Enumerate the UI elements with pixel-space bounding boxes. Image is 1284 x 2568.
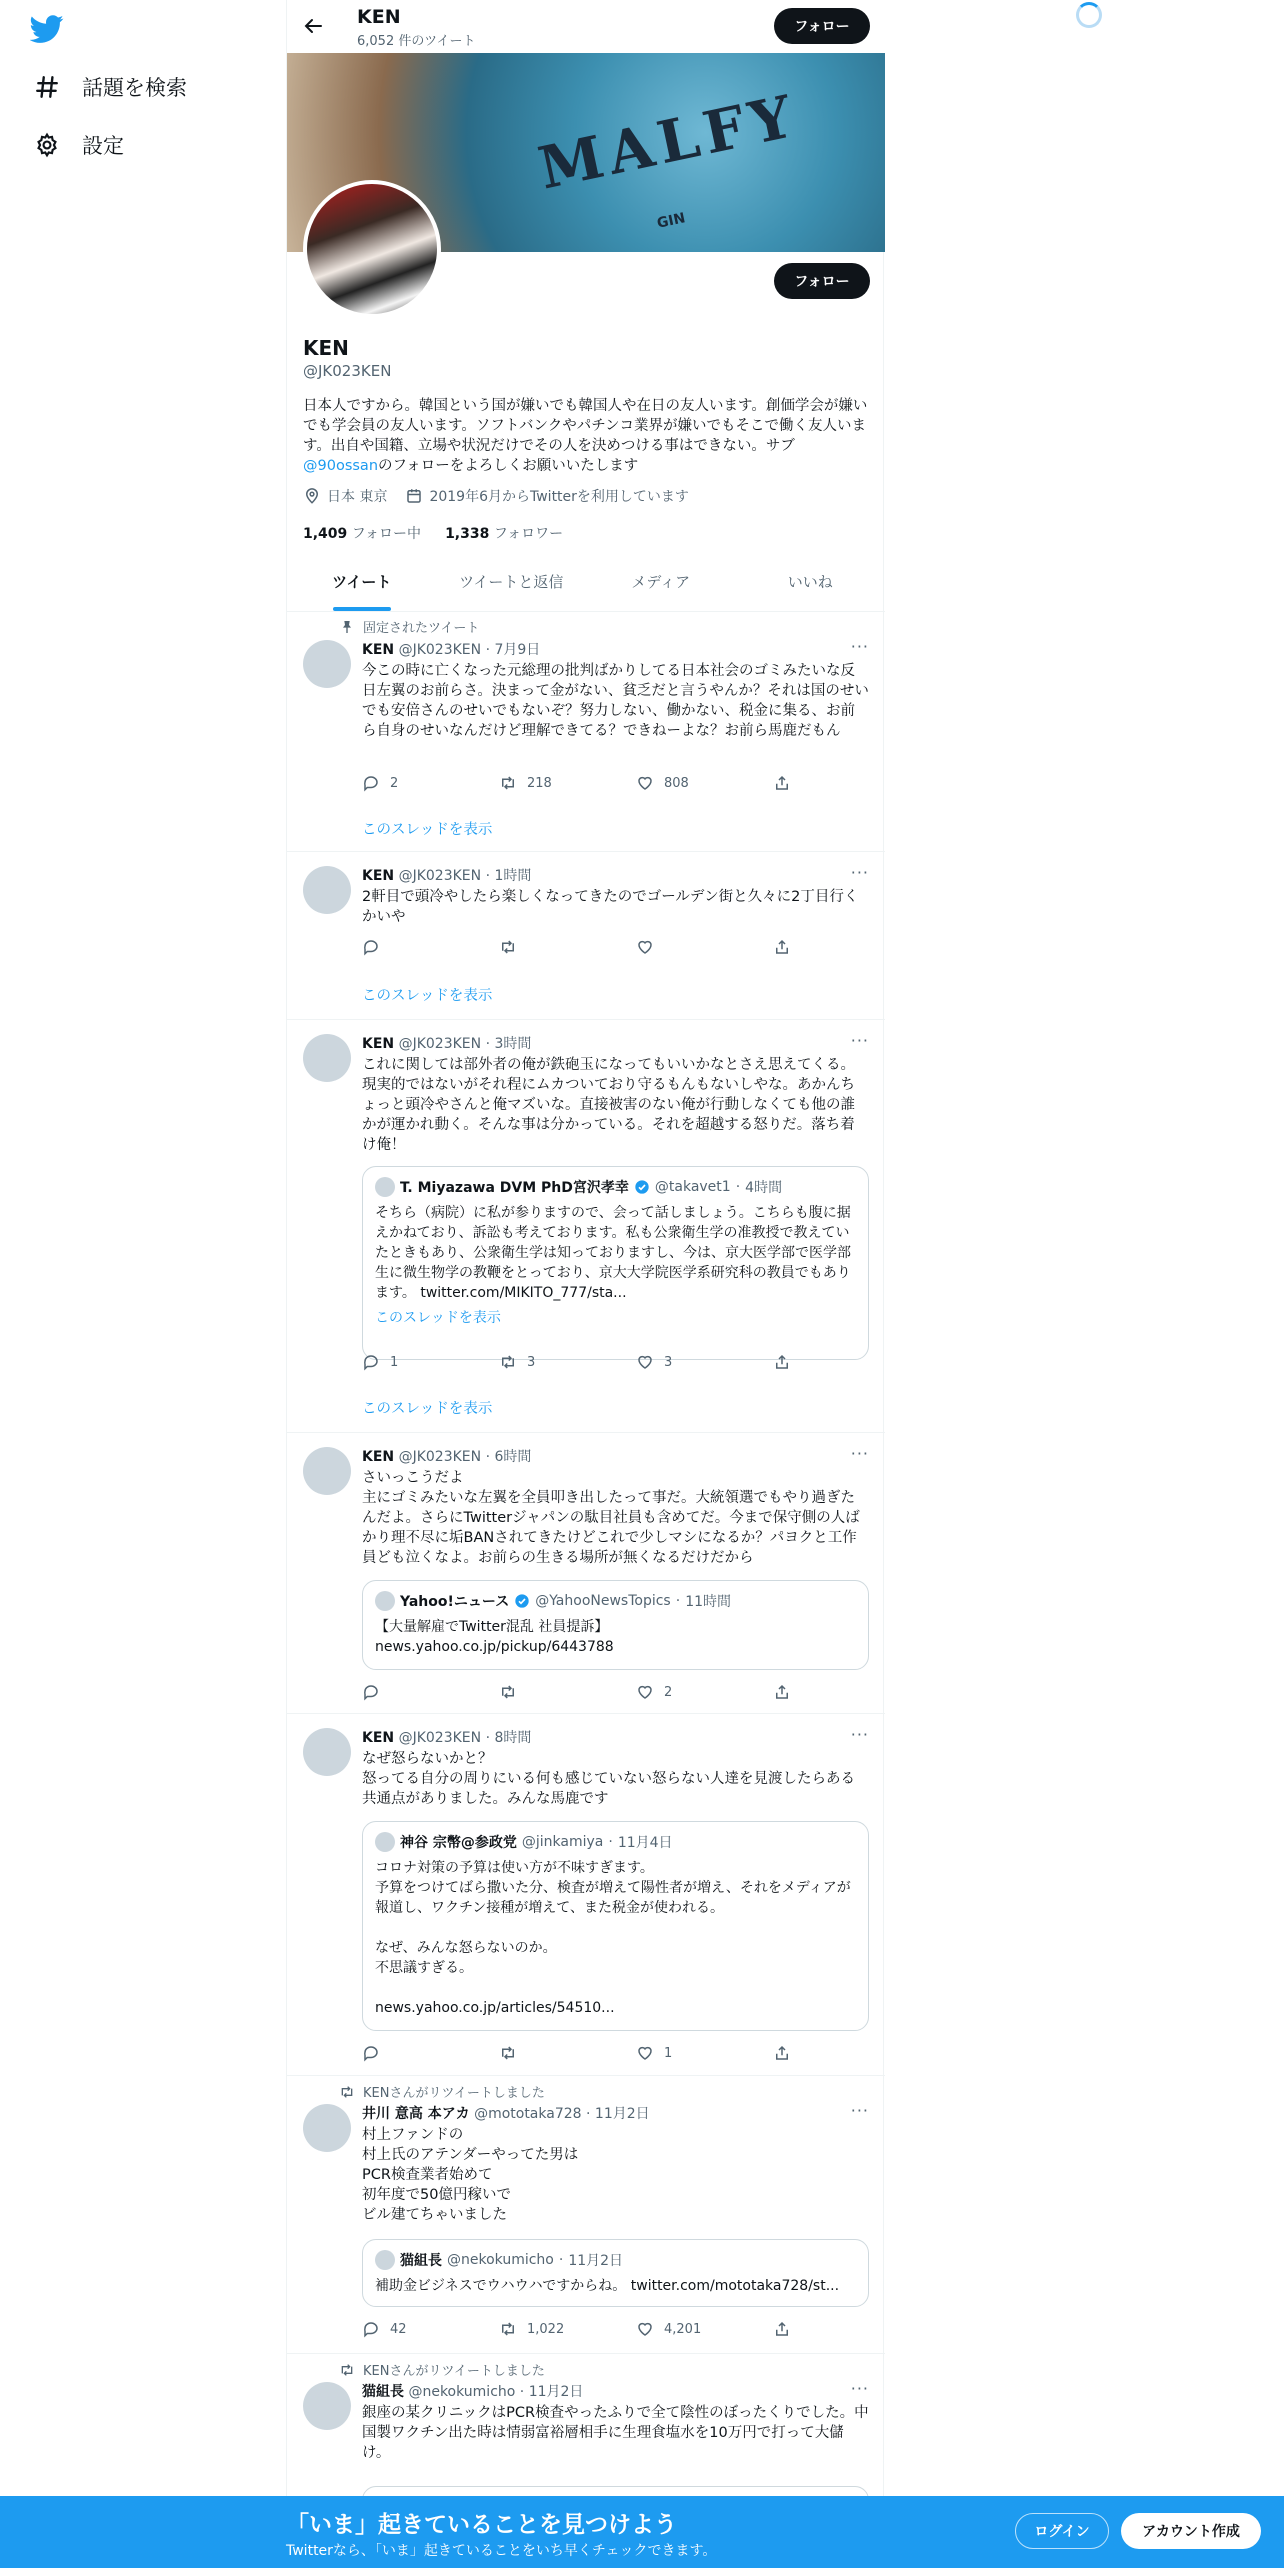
tweet-avatar[interactable] [303, 1447, 351, 1495]
like-icon [636, 2320, 654, 2338]
tweet-header: 猫組長 @nekokumicho · 11月2日 [362, 2384, 584, 2400]
quote-header: 猫組長 @nekokumicho · 11月2日 [375, 2250, 623, 2270]
verified-icon [634, 1179, 650, 1195]
following-link[interactable]: 1,409 フォロー中 [303, 526, 422, 542]
retweet-button[interactable] [499, 1683, 636, 1701]
nav-settings-label: 設定 [82, 134, 124, 158]
tweet-avatar[interactable] [303, 2382, 351, 2430]
reply-button[interactable] [362, 938, 499, 956]
tab-likes[interactable]: いいね [787, 573, 833, 591]
more-icon[interactable]: ··· [850, 1444, 869, 1463]
quote-avatar [375, 1591, 395, 1611]
reply-button[interactable] [362, 2044, 499, 2062]
quote-header: T. Miyazawa DVM PhD宮沢孝幸 @takavet1 · 4時間 [375, 1177, 782, 1197]
retweet-button[interactable] [499, 938, 636, 956]
tweet-actions [362, 938, 792, 956]
header-name: KEN [357, 6, 401, 28]
reply-icon [362, 1683, 380, 1701]
quote-avatar [375, 1832, 395, 1852]
quote-tweet[interactable] [362, 1580, 869, 1670]
more-icon[interactable]: ··· [850, 1031, 869, 1050]
tweet-avatar[interactable] [303, 866, 351, 914]
tweet-text: さいっこうだよ 主にゴミみたいな左翼を全員叩き出したって事だ。大統領選でもやり過ぎたんだよ。さらにTwitterジャパンの駄目社員も含めてだ。今まで保守側の人ばかり理不尽に垢BANされてきたけどこれで少しマシになるか？パヨクと工作員ども泣くなよ。お前らの生きる場所が無くなるだけだから [362, 1470, 860, 1566]
banner-sub-text: GIN [655, 210, 687, 232]
tweet-text: 2軒目で頭冷やしたら楽しくなってきたのでゴールデン街と久々に2丁目行くかいや [362, 889, 859, 925]
quote-text: コロナ対策の予算は使い方が不味すぎます。 予算をつけてばら撒いた分、検査が増えて陽性者が増え、それをメディアが報道し、ワクチン接種が増えて、また税金が使われる。 なぜ、みんな怒らないのか。 不思議すぎる。 news.yahoo.co.jp/articles/54510... [375, 1860, 851, 2016]
reply-button[interactable] [362, 1683, 499, 1701]
tweet-avatar[interactable] [303, 2104, 351, 2152]
tweet-text: 村上ファンドの 村上氏のアテンダーやってた男は PCR検査業者始めて 初年度で50億円稼いで ビル建てちゃいました [362, 2127, 579, 2223]
share-icon [773, 1683, 791, 1701]
retweet-button[interactable]: 218 [499, 774, 636, 792]
tweet-item[interactable] [287, 1714, 885, 2076]
tweet-actions [362, 1683, 792, 1701]
tab-media[interactable]: メディア [631, 573, 691, 591]
share-icon [773, 938, 791, 956]
profile-follow-button[interactable]: フォロー [774, 263, 870, 299]
reply-icon [362, 2044, 380, 2062]
banner-brand-text: MALFY [532, 81, 804, 203]
like-icon [636, 774, 654, 792]
share-button[interactable] [773, 1353, 791, 1371]
more-icon[interactable]: ··· [850, 2379, 869, 2398]
retweet-icon [499, 774, 517, 792]
reply-button[interactable]: 2 [362, 774, 499, 792]
share-button[interactable] [773, 1683, 791, 1701]
share-icon [773, 2044, 791, 2062]
profile-joined: 2019年6月からTwitterを利用しています [429, 489, 689, 505]
tweet-text: 銀座の某クリニックはPCR検査やったふりで全て陰性のぼったくりでした。中国製ワクチン出た時は情弱富裕層相手に生理食塩水を10万円で打って大儲け。 [362, 2405, 869, 2461]
nav-explore[interactable] [34, 72, 187, 102]
tweet-avatar[interactable] [303, 640, 351, 688]
login-button[interactable]: ログイン [1015, 2513, 1109, 2549]
tweet-header: KEN @JK023KEN · 3時間 [362, 1036, 532, 1052]
tweet-actions [362, 774, 792, 792]
tweet-header: KEN @JK023KEN · 6時間 [362, 1449, 532, 1465]
more-icon[interactable]: ··· [850, 1725, 869, 1744]
header-tweet-count: 6,052 件のツイート [357, 34, 476, 49]
header-follow-button[interactable]: フォロー [774, 8, 870, 44]
retweeted-label: KENさんがリツイートしました [339, 2082, 545, 2101]
profile-name: KEN [303, 336, 349, 360]
tweet-item[interactable] [287, 852, 885, 1020]
signup-button[interactable]: アカウント作成 [1121, 2513, 1261, 2549]
share-button[interactable] [773, 2320, 791, 2338]
like-button[interactable]: 808 [636, 774, 773, 792]
quote-text: そちら（病院）に私が参りますので、会って話しましょう。こちらも腹に据えかねており、訴訟も考えております。私も公衆衛生学の准教授で教えていたときもあり、公衆衛生学は知っておりますし、今は、京大医学部で医学部生に微生物学の教鞭をとっており、京大大学院医学系研究科の教員でもあります。 twitter.com/MIKITO_777/sta... [375, 1205, 851, 1301]
profile-tabs [287, 556, 885, 612]
tweet-actions [362, 1353, 792, 1371]
more-icon[interactable]: ··· [850, 2101, 869, 2120]
quote-header: Yahoo!ニュース @YahooNewsTopics · 11時間 [375, 1591, 731, 1611]
tweet-item[interactable] [287, 1020, 885, 1433]
like-button[interactable]: 2 [636, 1683, 773, 1701]
signup-banner-title: 「いま」起きていることを見つけよう [286, 2512, 677, 2538]
nav-settings[interactable] [34, 130, 124, 160]
tweet-header: 井川 意高 本アカ @mototaka728 · 11月2日 [362, 2106, 650, 2122]
share-icon [773, 774, 791, 792]
quote-avatar [375, 1177, 395, 1197]
signup-banner [0, 2496, 1284, 2568]
like-icon [636, 1353, 654, 1371]
show-thread-link[interactable]: このスレッドを表示 [362, 988, 493, 1004]
retweet-icon [339, 2084, 355, 2100]
retweet-icon [499, 1683, 517, 1701]
tab-tweets-and-replies[interactable]: ツイートと返信 [459, 573, 564, 591]
share-button[interactable] [773, 938, 791, 956]
retweeted-label: KENさんがリツイートしました [339, 2360, 545, 2379]
like-button[interactable]: 3 [636, 1353, 773, 1371]
location-icon [303, 487, 321, 505]
reply-icon [362, 774, 380, 792]
retweet-icon [499, 1353, 517, 1371]
reply-icon [362, 2320, 380, 2338]
profile-meta [303, 486, 689, 506]
bio-text: 日本人ですから。韓国という国が嫌いでも韓国人や在日の友人います。創価学会が嫌いでも学会員の友人います。ソフトバンクやパチンコ業界が嫌いでもそこで働く友人います。出自や国籍、立場や状況だけでその人を決めつける事はできない。サブ [303, 398, 868, 454]
retweet-icon [499, 2044, 517, 2062]
like-icon [636, 1683, 654, 1701]
retweet-icon [499, 2320, 517, 2338]
tweet-actions [362, 2044, 792, 2062]
quote-avatar [375, 2250, 395, 2270]
bio-text-end: のフォローをよろしくお願いいたします [378, 458, 639, 474]
loading-spinner-icon [1076, 2, 1102, 28]
tweet-item[interactable] [287, 612, 885, 852]
share-icon [773, 2320, 791, 2338]
share-button[interactable] [773, 2044, 791, 2062]
retweet-icon [339, 2362, 355, 2378]
like-button[interactable]: 4,201 [636, 2320, 773, 2338]
quote-header: 神谷 宗幣@参政党 @jinkamiya · 11月4日 [375, 1832, 673, 1852]
show-thread-link[interactable]: このスレッドを表示 [362, 1401, 493, 1417]
like-icon [636, 2044, 654, 2062]
retweet-button[interactable] [499, 2044, 636, 2062]
more-icon[interactable]: ··· [850, 637, 869, 656]
tweet-text: 今この時に亡くなった元総理の批判ばかりしてる日本社会のゴミみたいな反日左翼のお前らさ。決まって金がない、貧乏だと言うやんか？それは国のせいでも安倍さんのせいでもないぞ？努力しない、働かない、税金に集る、お前ら自身のせいなんだけど理解できてる？できねーよな？お前ら馬鹿だもん [362, 663, 869, 739]
share-icon [773, 1353, 791, 1371]
profile-handle: @JK023KEN [303, 362, 392, 380]
tweet-avatar[interactable] [303, 1728, 351, 1776]
hashtag-icon [34, 74, 60, 100]
quote-show-thread-link[interactable]: このスレッドを表示 [375, 1310, 501, 1326]
share-button[interactable] [773, 774, 791, 792]
tweet-text: これに関しては部外者の俺が鉄砲玉になってもいいかなとさえ思えてくる。現実的ではないがそれ程にムカついており守るもんもないしやな。あかんちょっと頭冷やさんと俺マズいな。直接被害のない俺が行動しなくても他の誰かが運かれ動く。そんな事は分かっている。それを超越する怒りだ。落ち着け俺！ [362, 1057, 855, 1153]
reply-button[interactable]: 42 [362, 2320, 499, 2338]
quote-text: 【大量解雇でTwitter混乱 社員提訴】 news.yahoo.co.jp/pickup/6443788 [375, 1619, 614, 1655]
profile-column [286, 0, 884, 2568]
tweet-header: KEN @JK023KEN · 1時間 [362, 868, 532, 884]
like-icon [636, 938, 654, 956]
calendar-icon [405, 487, 423, 505]
retweet-button[interactable]: 1,022 [499, 2320, 636, 2338]
profile-avatar[interactable] [303, 180, 441, 318]
tweet-item[interactable] [287, 2076, 885, 2354]
reply-button[interactable]: 1 [362, 1353, 499, 1371]
nav-explore-label: 話題を検索 [82, 76, 187, 100]
tab-tweets[interactable]: ツイート [287, 556, 437, 611]
tweet-header: KEN @JK023KEN · 7月9日 [362, 642, 541, 658]
followers-link[interactable]: 1,338 フォロワー [445, 526, 564, 542]
back-arrow-icon[interactable] [301, 14, 325, 38]
retweet-icon [499, 938, 517, 956]
quote-tweet[interactable] [362, 2239, 869, 2307]
gear-icon [34, 132, 60, 158]
quote-text: 補助金ビジネスでウハウハですからね。 twitter.com/mototaka728/st... [375, 2278, 840, 2294]
tweet-header: KEN @JK023KEN · 8時間 [362, 1730, 532, 1746]
follow-stats [303, 523, 563, 543]
quote-tweet[interactable] [362, 1821, 869, 2031]
pin-icon [339, 619, 355, 635]
bio-mention-link[interactable]: @90ossan [303, 458, 379, 474]
tweet-actions [362, 2320, 792, 2338]
pinned-label: 固定されたツイート [339, 617, 479, 636]
show-thread-link[interactable]: このスレッドを表示 [362, 822, 493, 838]
tweet-text: なぜ怒らないかと？ 怒ってる自分の周りにいる何も感じていない怒らない人達を見渡したらある共通点がありました。みんな馬鹿です [362, 1751, 855, 1807]
twitter-logo-icon[interactable] [30, 12, 64, 46]
profile-bio [303, 396, 869, 476]
signup-banner-subtitle: Twitterなら、「いま」起きていることをいち早くチェックできます。 [286, 2543, 717, 2559]
more-icon[interactable]: ··· [850, 863, 869, 882]
like-button[interactable]: 1 [636, 2044, 773, 2062]
reply-icon [362, 1353, 380, 1371]
retweet-button[interactable]: 3 [499, 1353, 636, 1371]
like-button[interactable] [636, 938, 773, 956]
reply-icon [362, 938, 380, 956]
profile-top-header [287, 0, 885, 53]
quote-tweet[interactable] [362, 1166, 869, 1360]
tweet-item[interactable] [287, 1433, 885, 1714]
tweet-avatar[interactable] [303, 1034, 351, 1082]
profile-location: 日本 東京 [327, 489, 388, 505]
verified-icon [514, 1593, 530, 1609]
